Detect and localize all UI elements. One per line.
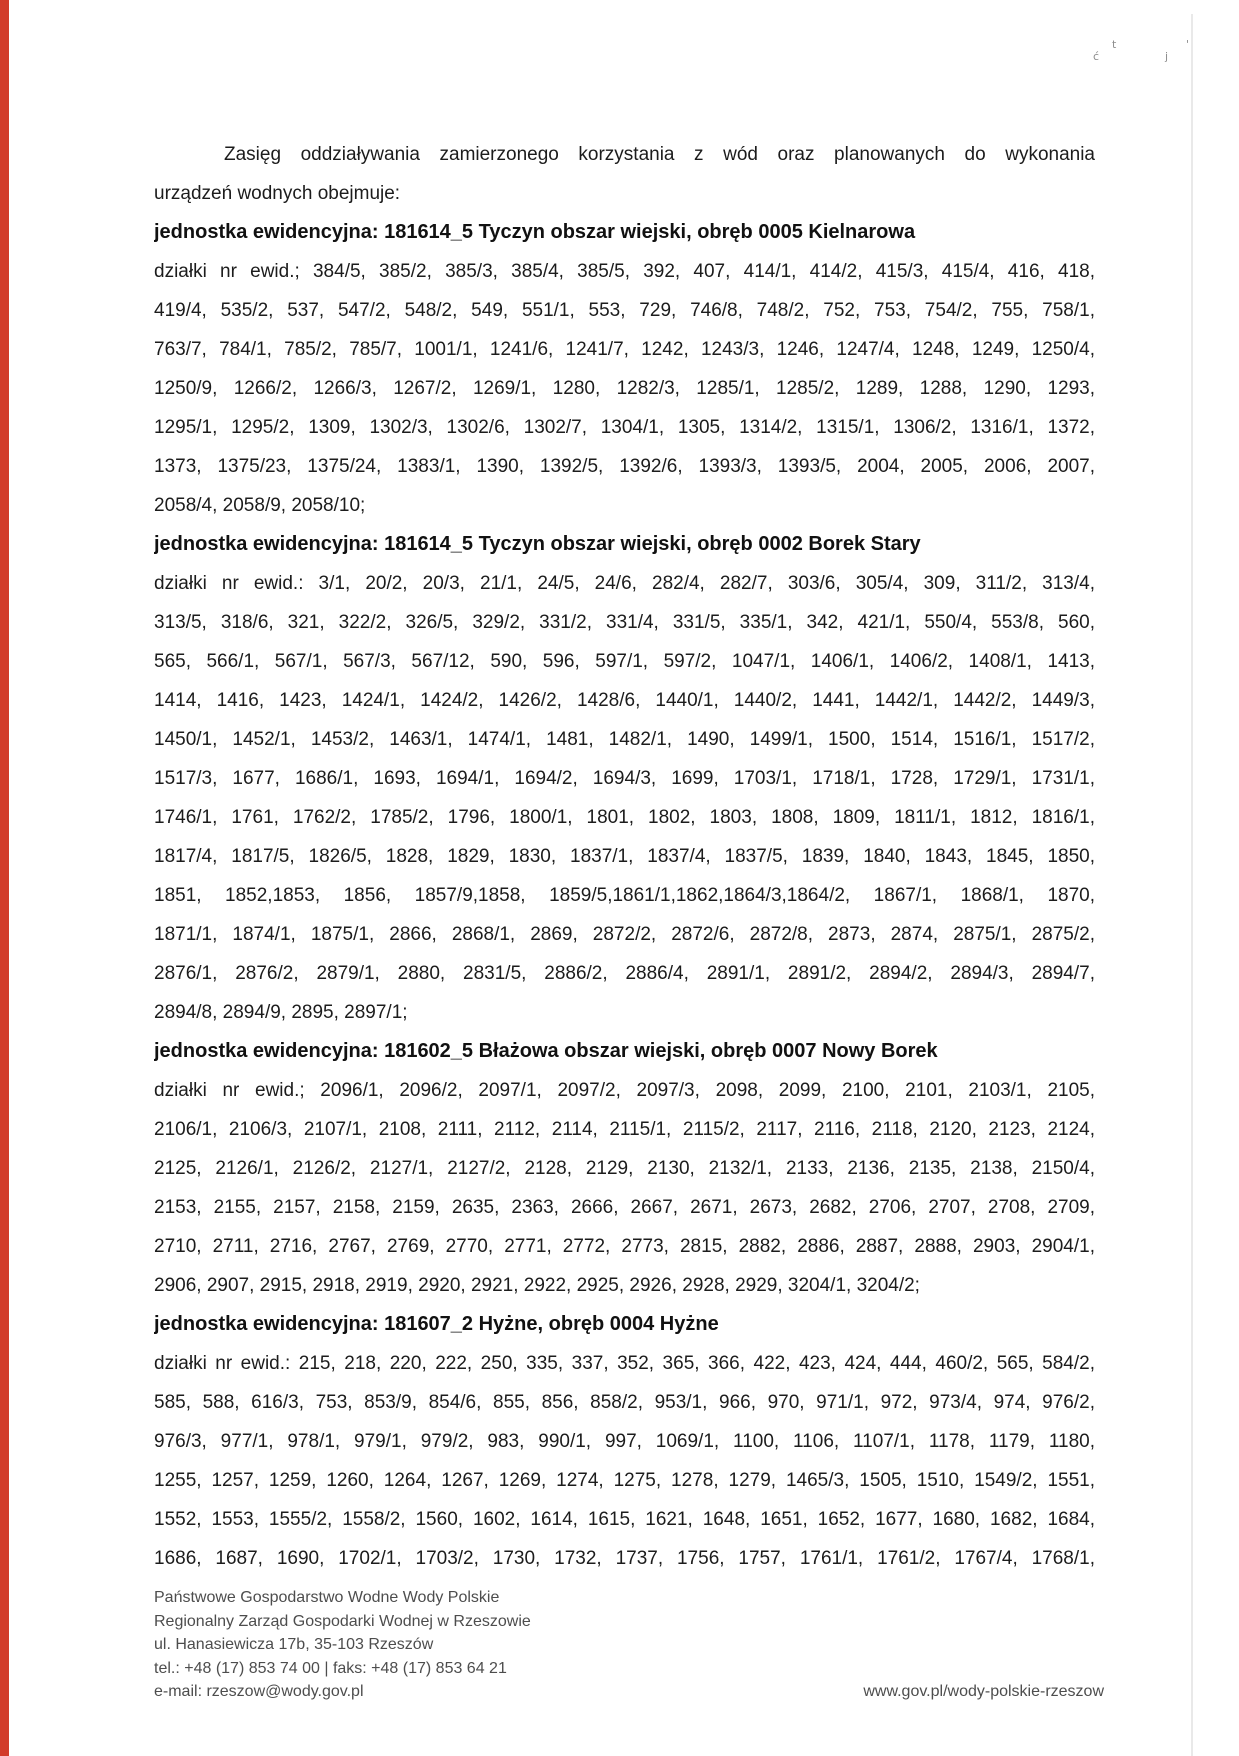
text-line: 1746/1, 1761, 1762/2, 1785/2, 1796, 1800/1, 1801, 1802, 1803, 1808, 1809, 1811/1, 1812, 1816/1, bbox=[154, 807, 1095, 828]
text-line: urządzeń wodnych obejmuje: bbox=[154, 183, 401, 204]
scan-crease-line bbox=[1191, 14, 1193, 1756]
scan-speck: ' bbox=[1186, 38, 1190, 51]
text-line: 2153, 2155, 2157, 2158, 2159, 2635, 2363, 2666, 2667, 2671, 2673, 2682, 2706, 2707, 2708, 2709, bbox=[154, 1197, 1095, 1218]
text-line: 1373, 1375/23, 1375/24, 1383/1, 1390, 1392/5, 1392/6, 1393/3, 1393/5, 2004, 2005, 2006, 2007, bbox=[154, 456, 1095, 477]
scan-speck: ć bbox=[1093, 50, 1100, 63]
text-line: 419/4, 535/2, 537, 547/2, 548/2, 549, 551/1, 553, 729, 746/8, 748/2, 752, 753, 754/2, 755, 758/1, bbox=[154, 300, 1095, 321]
section-header-line: jednostka ewidencyjna: 181614_5 Tyczyn obszar wiejski, obręb 0005 Kielnarowa bbox=[154, 221, 916, 243]
text-line: 1871/1, 1874/1, 1875/1, 2866, 2868/1, 2869, 2872/2, 2872/6, 2872/8, 2873, 2874, 2875/1, 2875/2, bbox=[154, 924, 1095, 945]
text-line: 585, 588, 616/3, 753, 853/9, 854/6, 855, 856, 858/2, 953/1, 966, 970, 971/1, 972, 973/4, 974, 976/2, bbox=[154, 1392, 1095, 1413]
footer-website: www.gov.pl/wody-polskie-rzeszow bbox=[863, 1683, 1104, 1700]
text-line: działki nr ewid.; 2096/1, 2096/2, 2097/1, 2097/2, 2097/3, 2098, 2099, 2100, 2101, 2103/1, 2105, bbox=[154, 1080, 1095, 1101]
text-line: 313/5, 318/6, 321, 322/2, 326/5, 329/2, 331/2, 331/4, 331/5, 335/1, 342, 421/1, 550/4, 553/8, 560, bbox=[154, 612, 1095, 633]
footer-phone-fax: tel.: +48 (17) 853 74 00 | faks: +48 (17) 853 64 21 bbox=[154, 1659, 507, 1677]
text-line: 1552, 1553, 1555/2, 1558/2, 1560, 1602, 1614, 1615, 1621, 1648, 1651, 1652, 1677, 1680, 1682, 1684, bbox=[154, 1509, 1095, 1530]
text-line: 976/3, 977/1, 978/1, 979/1, 979/2, 983, 990/1, 997, 1069/1, 1100, 1106, 1107/1, 1178, 1179, 1180, bbox=[154, 1431, 1095, 1452]
text-line: działki nr ewid.: 3/1, 20/2, 20/3, 21/1, 24/5, 24/6, 282/4, 282/7, 303/6, 305/4, 309, 311/2, 313/4, bbox=[154, 573, 1095, 594]
text-line: 2710, 2711, 2716, 2767, 2769, 2770, 2771, 2772, 2773, 2815, 2882, 2886, 2887, 2888, 2903, 2904/1, bbox=[154, 1236, 1095, 1257]
text-line: 1686, 1687, 1690, 1702/1, 1703/2, 1730, 1732, 1737, 1756, 1757, 1761/1, 1761/2, 1767/4, 1768/1, bbox=[154, 1548, 1095, 1569]
text-line: 2058/4, 2058/9, 2058/10; bbox=[154, 495, 366, 516]
document-body bbox=[154, 135, 1095, 1578]
scan-speck: t bbox=[1112, 38, 1117, 51]
footer-address: ul. Hanasiewicza 17b, 35-103 Rzeszów bbox=[154, 1636, 434, 1653]
text-line: 2876/1, 2876/2, 2879/1, 2880, 2831/5, 2886/2, 2886/4, 2891/1, 2891/2, 2894/2, 2894/3, 2894/7, bbox=[154, 963, 1095, 984]
text-line: 1414, 1416, 1423, 1424/1, 1424/2, 1426/2, 1428/6, 1440/1, 1440/2, 1441, 1442/1, 1442/2, 1449/3, bbox=[154, 690, 1095, 711]
section-header-line: jednostka ewidencyjna: 181614_5 Tyczyn obszar wiejski, obręb 0002 Borek Stary bbox=[154, 533, 921, 555]
section-header-line: jednostka ewidencyjna: 181607_2 Hyżne, obręb 0004 Hyżne bbox=[154, 1313, 719, 1335]
text-line: 1295/1, 1295/2, 1309, 1302/3, 1302/6, 1302/7, 1304/1, 1305, 1314/2, 1315/1, 1306/2, 1316/1, 1372, bbox=[154, 417, 1095, 438]
red-margin-bar bbox=[0, 0, 9, 1756]
text-line: 1255, 1257, 1259, 1260, 1264, 1267, 1269, 1274, 1275, 1278, 1279, 1465/3, 1505, 1510, 1549/2, 1551, bbox=[154, 1470, 1095, 1491]
text-line: 2125, 2126/1, 2126/2, 2127/1, 2127/2, 2128, 2129, 2130, 2132/1, 2133, 2136, 2135, 2138, 2150/4, bbox=[154, 1158, 1095, 1179]
text-line: 2906, 2907, 2915, 2918, 2919, 2920, 2921, 2922, 2925, 2926, 2928, 2929, 3204/1, 3204/2; bbox=[154, 1275, 920, 1296]
text-line: Zasięg oddziaływania zamierzonego korzystania z wód oraz planowanych do wykonania bbox=[224, 144, 1095, 165]
text-line: 2106/1, 2106/3, 2107/1, 2108, 2111, 2112, 2114, 2115/1, 2115/2, 2117, 2116, 2118, 2120, 2123, 2124, bbox=[154, 1119, 1095, 1140]
footer-branch-name: Regionalny Zarząd Gospodarki Wodnej w Rzeszowie bbox=[154, 1612, 531, 1630]
text-line: 763/7, 784/1, 785/2, 785/7, 1001/1, 1241/6, 1241/7, 1242, 1243/3, 1246, 1247/4, 1248, 1249, 1250/4, bbox=[154, 339, 1095, 360]
text-line: 565, 566/1, 567/1, 567/3, 567/12, 590, 596, 597/1, 597/2, 1047/1, 1406/1, 1406/2, 1408/1, 1413, bbox=[154, 651, 1095, 672]
text-line: działki nr ewid.: 215, 218, 220, 222, 250, 335, 337, 352, 365, 366, 422, 423, 424, 444, 460/2, 565, 584/2, bbox=[154, 1353, 1095, 1374]
scan-speck: j bbox=[1165, 50, 1169, 63]
footer-org-name: Państwowe Gospodarstwo Wodne Wody Polskie bbox=[154, 1589, 500, 1606]
document-footer bbox=[154, 1586, 1104, 1704]
text-line: 1250/9, 1266/2, 1266/3, 1267/2, 1269/1, 1280, 1282/3, 1285/1, 1285/2, 1289, 1288, 1290, 1293, bbox=[154, 378, 1095, 399]
text-line: 1517/3, 1677, 1686/1, 1693, 1694/1, 1694/2, 1694/3, 1699, 1703/1, 1718/1, 1728, 1729/1, 1731/1, bbox=[154, 768, 1095, 789]
text-line: 2894/8, 2894/9, 2895, 2897/1; bbox=[154, 1002, 408, 1023]
text-line: 1450/1, 1452/1, 1453/2, 1463/1, 1474/1, 1481, 1482/1, 1490, 1499/1, 1500, 1514, 1516/1, 1517/2, bbox=[154, 729, 1095, 750]
text-line: 1851, 1852,1853, 1856, 1857/9,1858, 1859/5,1861/1,1862,1864/3,1864/2, 1867/1, 1868/1, 1870, bbox=[154, 885, 1095, 906]
section-header-line: jednostka ewidencyjna: 181602_5 Błażowa obszar wiejski, obręb 0007 Nowy Borek bbox=[154, 1040, 938, 1062]
text-line: 1817/4, 1817/5, 1826/5, 1828, 1829, 1830, 1837/1, 1837/4, 1837/5, 1839, 1840, 1843, 1845, 1850, bbox=[154, 846, 1095, 867]
text-line: działki nr ewid.; 384/5, 385/2, 385/3, 385/4, 385/5, 392, 407, 414/1, 414/2, 415/3, 415/4, 416, 418, bbox=[154, 261, 1095, 282]
footer-email: e-mail: rzeszow@wody.gov.pl bbox=[154, 1683, 364, 1700]
